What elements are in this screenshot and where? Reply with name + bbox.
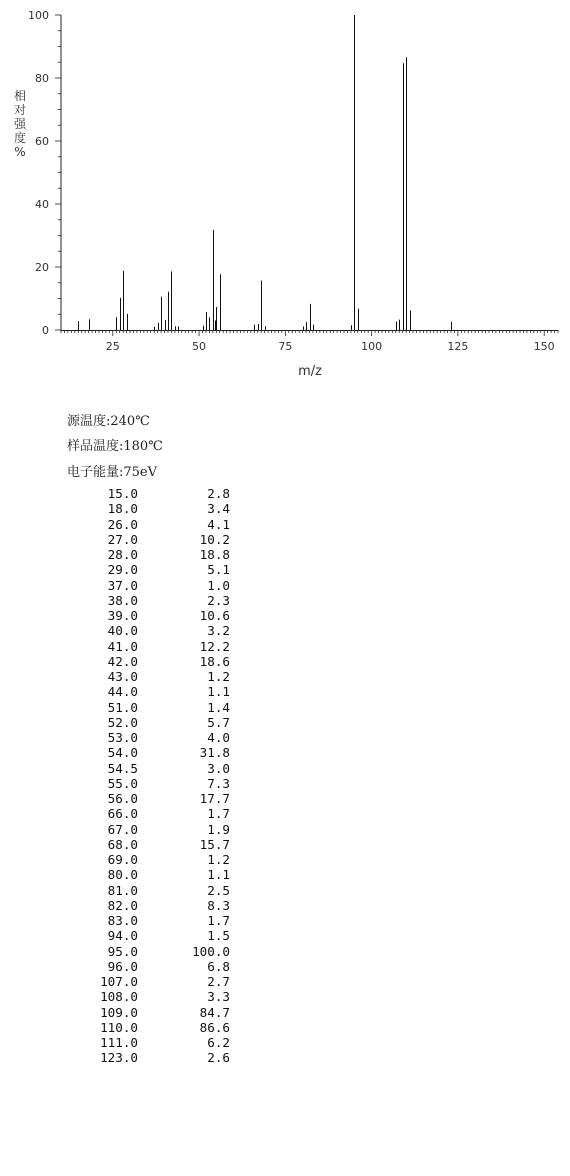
x-tick-label: 25 [105, 340, 120, 353]
mz-value: 52.0 [107, 714, 138, 730]
table-row [68, 1020, 230, 1035]
table-row [68, 532, 230, 547]
table-row [68, 501, 230, 516]
table-row [68, 761, 230, 776]
mz-value: 107.0 [100, 974, 138, 989]
table-row [68, 547, 230, 562]
intensity-value: 1.1 [207, 684, 230, 700]
sample-temperature: 样品温度:180℃ [67, 439, 163, 454]
intensity-value: 12.2 [199, 638, 230, 654]
y-tick-label: 80 [35, 72, 49, 85]
table-row [68, 654, 230, 669]
mz-value: 44.0 [107, 684, 138, 700]
mz-value: 42.0 [107, 653, 138, 669]
peak-bars [79, 15, 452, 330]
table-row [68, 486, 230, 501]
intensity-value: 2.5 [207, 882, 230, 898]
source-temperature: 源温度:240℃ [67, 414, 150, 429]
table-row [68, 517, 230, 532]
x-axis-label: m/z [298, 364, 322, 379]
mz-value: 83.0 [107, 913, 138, 928]
mz-value: 43.0 [107, 669, 138, 684]
table-row [68, 562, 230, 577]
intensity-value: 3.2 [207, 623, 230, 639]
intensity-value: 4.0 [207, 730, 230, 745]
table-row [68, 959, 230, 974]
table-row [68, 837, 230, 852]
intensity-value: 5.1 [207, 562, 230, 578]
mz-value: 27.0 [107, 531, 138, 547]
intensity-value: 7.3 [207, 775, 230, 791]
mz-value: 40.0 [107, 623, 138, 639]
table-row [68, 715, 230, 730]
intensity-value: 2.3 [207, 592, 230, 608]
y-tick-label: 60 [35, 135, 49, 148]
table-row [68, 623, 230, 638]
x-tick-label: 100 [361, 340, 383, 353]
mz-value: 26.0 [107, 516, 138, 532]
mz-value: 51.0 [107, 699, 138, 715]
intensity-value: 1.0 [207, 577, 230, 593]
intensity-value: 17.7 [199, 791, 230, 806]
mz-value: 96.0 [107, 958, 138, 974]
table-row [68, 898, 230, 913]
x-tick-label: 50 [192, 340, 207, 353]
peak-table [68, 486, 230, 1066]
table-row [68, 578, 230, 593]
mz-value: 38.0 [107, 592, 138, 608]
mz-value: 95.0 [107, 943, 138, 959]
mz-value: 55.0 [107, 775, 138, 791]
table-row [68, 730, 230, 745]
mz-value: 108.0 [100, 989, 138, 1005]
x-tick-label: 75 [278, 340, 293, 353]
mz-value: 81.0 [107, 882, 138, 898]
mz-value: 67.0 [107, 821, 138, 837]
mz-value: 39.0 [107, 608, 138, 623]
table-row [68, 745, 230, 760]
table-row [68, 1005, 230, 1020]
intensity-value: 1.5 [207, 928, 230, 944]
intensity-value: 3.0 [207, 760, 230, 776]
table-row [68, 669, 230, 684]
table-row [68, 1035, 230, 1050]
intensity-value: 15.7 [199, 836, 230, 852]
table-row [68, 867, 230, 882]
mz-value: 109.0 [100, 1004, 138, 1020]
mz-value: 69.0 [107, 852, 138, 867]
y-tick-label: 0 [42, 324, 49, 337]
intensity-value: 100.0 [192, 943, 230, 959]
mass-spectrum-chart [0, 0, 570, 390]
intensity-value: 2.7 [207, 974, 230, 989]
y-tick-label: 40 [35, 198, 49, 211]
table-row [68, 608, 230, 623]
intensity-value: 1.4 [207, 699, 230, 715]
table-row [68, 700, 230, 715]
table-row [68, 639, 230, 654]
table-row [68, 806, 230, 821]
table-row [68, 1050, 230, 1065]
mz-value: 15.0 [107, 486, 138, 501]
intensity-value: 10.2 [199, 531, 230, 547]
axis-ticks [28, 9, 558, 353]
table-row [68, 989, 230, 1004]
intensity-value: 3.3 [207, 989, 230, 1005]
intensity-value: 5.7 [207, 714, 230, 730]
mz-value: 111.0 [100, 1035, 138, 1050]
mz-value: 110.0 [100, 1019, 138, 1035]
intensity-value: 1.1 [207, 867, 230, 883]
electron-energy: 电子能量:75eV [67, 465, 158, 480]
mz-value: 28.0 [107, 547, 138, 562]
intensity-value: 18.6 [199, 653, 230, 669]
intensity-value: 2.6 [207, 1050, 230, 1066]
table-row [68, 944, 230, 959]
table-row [68, 791, 230, 806]
mz-value: 123.0 [100, 1050, 138, 1066]
intensity-value: 4.1 [207, 516, 230, 532]
intensity-value: 3.4 [207, 501, 230, 517]
table-row [68, 913, 230, 928]
intensity-value: 31.8 [199, 745, 230, 761]
y-axis-label: 相对强度% [13, 89, 27, 159]
mz-value: 37.0 [107, 577, 138, 593]
mz-value: 66.0 [107, 806, 138, 822]
mz-value: 94.0 [107, 928, 138, 944]
intensity-value: 10.6 [199, 608, 230, 623]
x-tick-label: 125 [447, 340, 469, 353]
x-tick-label: 150 [533, 340, 555, 353]
intensity-value: 8.3 [207, 897, 230, 913]
intensity-value: 1.7 [207, 806, 230, 822]
intensity-value: 1.7 [207, 913, 230, 928]
y-tick-label: 20 [35, 261, 49, 274]
mz-value: 53.0 [107, 730, 138, 745]
table-row [68, 852, 230, 867]
table-row [68, 883, 230, 898]
mz-value: 56.0 [107, 791, 138, 806]
intensity-value: 1.2 [207, 669, 230, 684]
mz-value: 29.0 [107, 562, 138, 578]
intensity-value: 18.8 [199, 547, 230, 562]
mz-value: 82.0 [107, 897, 138, 913]
axes [61, 15, 558, 331]
intensity-value: 2.8 [207, 486, 230, 501]
y-tick-label: 100 [28, 9, 49, 22]
mz-value: 54.0 [107, 745, 138, 761]
mz-value: 80.0 [107, 867, 138, 883]
table-row [68, 974, 230, 989]
table-row [68, 593, 230, 608]
table-row [68, 928, 230, 943]
intensity-value: 84.7 [199, 1004, 230, 1020]
intensity-value: 1.9 [207, 821, 230, 837]
table-row [68, 684, 230, 699]
table-row [68, 822, 230, 837]
mz-value: 68.0 [107, 836, 138, 852]
intensity-value: 6.2 [207, 1035, 230, 1050]
intensity-value: 1.2 [207, 852, 230, 867]
mz-value: 41.0 [107, 638, 138, 654]
intensity-value: 86.6 [199, 1019, 230, 1035]
mz-value: 54.5 [107, 760, 138, 776]
mz-value: 18.0 [107, 501, 138, 517]
table-row [68, 776, 230, 791]
intensity-value: 6.8 [207, 958, 230, 974]
